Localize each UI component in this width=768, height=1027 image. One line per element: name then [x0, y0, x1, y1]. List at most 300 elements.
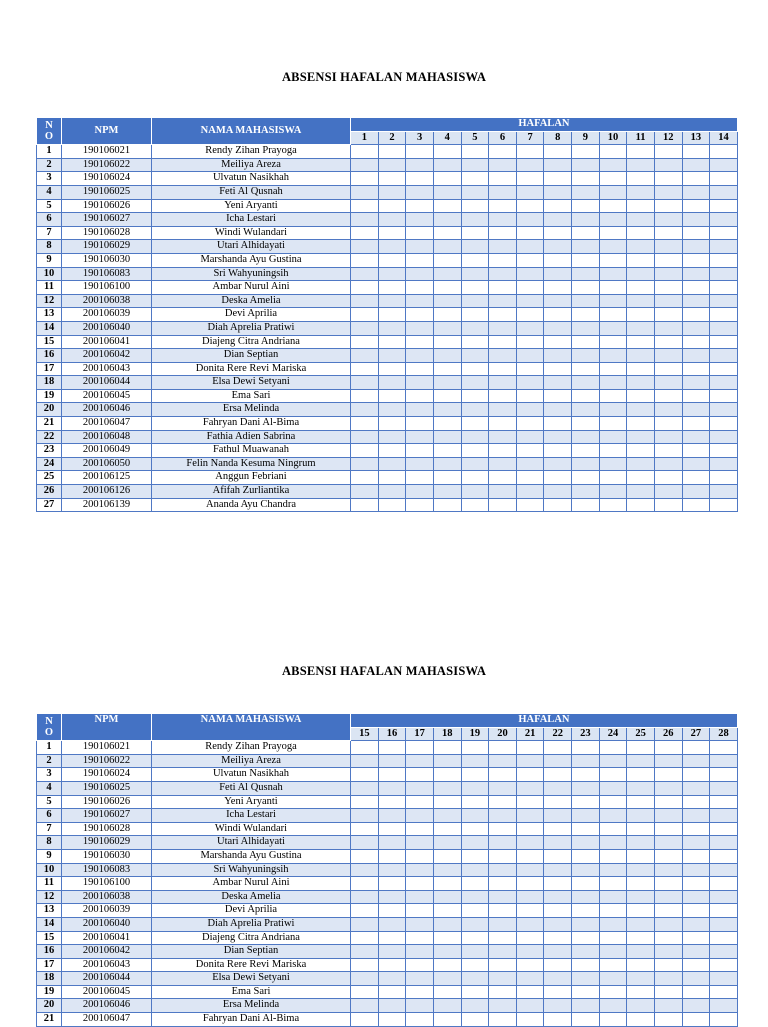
hafalan-check-cell[interactable]: [682, 931, 710, 945]
hafalan-check-cell[interactable]: [378, 199, 406, 213]
hafalan-check-cell[interactable]: [433, 822, 461, 836]
hafalan-check-cell[interactable]: [654, 376, 682, 390]
hafalan-check-cell[interactable]: [406, 985, 434, 999]
hafalan-check-cell[interactable]: [599, 485, 627, 499]
hafalan-check-cell[interactable]: [654, 321, 682, 335]
hafalan-check-cell[interactable]: [433, 985, 461, 999]
hafalan-check-cell[interactable]: [378, 267, 406, 281]
hafalan-check-cell[interactable]: [351, 185, 379, 199]
hafalan-check-cell[interactable]: [682, 822, 710, 836]
hafalan-check-cell[interactable]: [433, 430, 461, 444]
hafalan-check-cell[interactable]: [461, 213, 489, 227]
hafalan-check-cell[interactable]: [627, 444, 655, 458]
hafalan-check-cell[interactable]: [599, 809, 627, 823]
hafalan-check-cell[interactable]: [572, 172, 600, 186]
hafalan-check-cell[interactable]: [710, 904, 738, 918]
hafalan-check-cell[interactable]: [544, 172, 572, 186]
hafalan-check-cell[interactable]: [406, 931, 434, 945]
hafalan-check-cell[interactable]: [378, 904, 406, 918]
hafalan-check-cell[interactable]: [489, 958, 517, 972]
hafalan-check-cell[interactable]: [544, 836, 572, 850]
hafalan-check-cell[interactable]: [351, 172, 379, 186]
hafalan-check-cell[interactable]: [599, 931, 627, 945]
hafalan-check-cell[interactable]: [433, 444, 461, 458]
hafalan-check-cell[interactable]: [544, 267, 572, 281]
hafalan-check-cell[interactable]: [654, 335, 682, 349]
hafalan-check-cell[interactable]: [544, 253, 572, 267]
hafalan-check-cell[interactable]: [627, 335, 655, 349]
hafalan-check-cell[interactable]: [406, 389, 434, 403]
hafalan-check-cell[interactable]: [489, 444, 517, 458]
hafalan-check-cell[interactable]: [544, 417, 572, 431]
hafalan-check-cell[interactable]: [627, 836, 655, 850]
hafalan-check-cell[interactable]: [599, 822, 627, 836]
hafalan-check-cell[interactable]: [599, 972, 627, 986]
hafalan-check-cell[interactable]: [516, 754, 544, 768]
hafalan-check-cell[interactable]: [516, 253, 544, 267]
hafalan-check-cell[interactable]: [489, 999, 517, 1013]
hafalan-check-cell[interactable]: [351, 321, 379, 335]
hafalan-check-cell[interactable]: [351, 226, 379, 240]
hafalan-check-cell[interactable]: [461, 822, 489, 836]
hafalan-check-cell[interactable]: [351, 457, 379, 471]
hafalan-check-cell[interactable]: [406, 172, 434, 186]
hafalan-check-cell[interactable]: [572, 904, 600, 918]
hafalan-check-cell[interactable]: [351, 809, 379, 823]
hafalan-check-cell[interactable]: [599, 985, 627, 999]
hafalan-check-cell[interactable]: [627, 809, 655, 823]
hafalan-check-cell[interactable]: [599, 430, 627, 444]
hafalan-check-cell[interactable]: [489, 321, 517, 335]
hafalan-check-cell[interactable]: [544, 213, 572, 227]
hafalan-check-cell[interactable]: [378, 754, 406, 768]
hafalan-check-cell[interactable]: [489, 498, 517, 512]
hafalan-check-cell[interactable]: [378, 471, 406, 485]
hafalan-check-cell[interactable]: [599, 199, 627, 213]
hafalan-check-cell[interactable]: [461, 403, 489, 417]
hafalan-check-cell[interactable]: [710, 999, 738, 1013]
hafalan-check-cell[interactable]: [378, 362, 406, 376]
hafalan-check-cell[interactable]: [433, 972, 461, 986]
hafalan-check-cell[interactable]: [654, 754, 682, 768]
hafalan-check-cell[interactable]: [710, 917, 738, 931]
hafalan-check-cell[interactable]: [351, 403, 379, 417]
hafalan-check-cell[interactable]: [461, 849, 489, 863]
hafalan-check-cell[interactable]: [682, 172, 710, 186]
hafalan-check-cell[interactable]: [351, 795, 379, 809]
hafalan-check-cell[interactable]: [378, 999, 406, 1013]
hafalan-check-cell[interactable]: [599, 417, 627, 431]
hafalan-check-cell[interactable]: [710, 172, 738, 186]
hafalan-check-cell[interactable]: [654, 795, 682, 809]
hafalan-check-cell[interactable]: [599, 999, 627, 1013]
hafalan-check-cell[interactable]: [406, 999, 434, 1013]
hafalan-check-cell[interactable]: [378, 795, 406, 809]
hafalan-check-cell[interactable]: [599, 145, 627, 159]
hafalan-check-cell[interactable]: [572, 389, 600, 403]
hafalan-check-cell[interactable]: [406, 417, 434, 431]
hafalan-check-cell[interactable]: [351, 972, 379, 986]
hafalan-check-cell[interactable]: [433, 417, 461, 431]
hafalan-check-cell[interactable]: [406, 863, 434, 877]
hafalan-check-cell[interactable]: [433, 213, 461, 227]
hafalan-check-cell[interactable]: [378, 226, 406, 240]
hafalan-check-cell[interactable]: [710, 485, 738, 499]
hafalan-check-cell[interactable]: [516, 376, 544, 390]
hafalan-check-cell[interactable]: [406, 226, 434, 240]
hafalan-check-cell[interactable]: [654, 904, 682, 918]
hafalan-check-cell[interactable]: [544, 471, 572, 485]
hafalan-check-cell[interactable]: [544, 240, 572, 254]
hafalan-check-cell[interactable]: [544, 362, 572, 376]
hafalan-check-cell[interactable]: [461, 836, 489, 850]
hafalan-check-cell[interactable]: [406, 485, 434, 499]
hafalan-check-cell[interactable]: [627, 849, 655, 863]
hafalan-check-cell[interactable]: [654, 485, 682, 499]
hafalan-check-cell[interactable]: [406, 849, 434, 863]
hafalan-check-cell[interactable]: [627, 362, 655, 376]
hafalan-check-cell[interactable]: [461, 389, 489, 403]
hafalan-check-cell[interactable]: [433, 349, 461, 363]
hafalan-check-cell[interactable]: [351, 213, 379, 227]
hafalan-check-cell[interactable]: [710, 931, 738, 945]
hafalan-check-cell[interactable]: [544, 335, 572, 349]
hafalan-check-cell[interactable]: [406, 471, 434, 485]
hafalan-check-cell[interactable]: [544, 809, 572, 823]
hafalan-check-cell[interactable]: [710, 836, 738, 850]
hafalan-check-cell[interactable]: [654, 240, 682, 254]
hafalan-check-cell[interactable]: [654, 958, 682, 972]
hafalan-check-cell[interactable]: [516, 904, 544, 918]
hafalan-check-cell[interactable]: [516, 281, 544, 295]
hafalan-check-cell[interactable]: [433, 1013, 461, 1027]
hafalan-check-cell[interactable]: [682, 917, 710, 931]
hafalan-check-cell[interactable]: [654, 741, 682, 755]
hafalan-check-cell[interactable]: [378, 985, 406, 999]
hafalan-check-cell[interactable]: [572, 999, 600, 1013]
hafalan-check-cell[interactable]: [461, 240, 489, 254]
hafalan-check-cell[interactable]: [627, 172, 655, 186]
hafalan-check-cell[interactable]: [406, 267, 434, 281]
hafalan-check-cell[interactable]: [682, 253, 710, 267]
hafalan-check-cell[interactable]: [406, 890, 434, 904]
hafalan-check-cell[interactable]: [489, 836, 517, 850]
hafalan-check-cell[interactable]: [516, 958, 544, 972]
hafalan-check-cell[interactable]: [627, 917, 655, 931]
hafalan-check-cell[interactable]: [682, 972, 710, 986]
hafalan-check-cell[interactable]: [544, 849, 572, 863]
hafalan-check-cell[interactable]: [489, 849, 517, 863]
hafalan-check-cell[interactable]: [406, 457, 434, 471]
hafalan-check-cell[interactable]: [572, 1013, 600, 1027]
hafalan-check-cell[interactable]: [406, 498, 434, 512]
hafalan-check-cell[interactable]: [351, 917, 379, 931]
hafalan-check-cell[interactable]: [433, 362, 461, 376]
hafalan-check-cell[interactable]: [489, 267, 517, 281]
hafalan-check-cell[interactable]: [572, 349, 600, 363]
hafalan-check-cell[interactable]: [599, 226, 627, 240]
hafalan-check-cell[interactable]: [654, 362, 682, 376]
hafalan-check-cell[interactable]: [433, 795, 461, 809]
hafalan-check-cell[interactable]: [710, 294, 738, 308]
hafalan-check-cell[interactable]: [627, 781, 655, 795]
hafalan-check-cell[interactable]: [461, 999, 489, 1013]
hafalan-check-cell[interactable]: [461, 308, 489, 322]
hafalan-check-cell[interactable]: [516, 335, 544, 349]
hafalan-check-cell[interactable]: [710, 430, 738, 444]
hafalan-check-cell[interactable]: [627, 457, 655, 471]
hafalan-check-cell[interactable]: [406, 1013, 434, 1027]
hafalan-check-cell[interactable]: [544, 430, 572, 444]
hafalan-check-cell[interactable]: [489, 213, 517, 227]
hafalan-check-cell[interactable]: [378, 294, 406, 308]
hafalan-check-cell[interactable]: [461, 485, 489, 499]
hafalan-check-cell[interactable]: [654, 308, 682, 322]
hafalan-check-cell[interactable]: [433, 389, 461, 403]
hafalan-check-cell[interactable]: [489, 308, 517, 322]
hafalan-check-cell[interactable]: [627, 226, 655, 240]
hafalan-check-cell[interactable]: [654, 471, 682, 485]
hafalan-check-cell[interactable]: [572, 863, 600, 877]
hafalan-check-cell[interactable]: [516, 267, 544, 281]
hafalan-check-cell[interactable]: [710, 958, 738, 972]
hafalan-check-cell[interactable]: [378, 498, 406, 512]
hafalan-check-cell[interactable]: [378, 877, 406, 891]
hafalan-check-cell[interactable]: [489, 931, 517, 945]
hafalan-check-cell[interactable]: [351, 444, 379, 458]
hafalan-check-cell[interactable]: [682, 958, 710, 972]
hafalan-check-cell[interactable]: [599, 213, 627, 227]
hafalan-check-cell[interactable]: [710, 849, 738, 863]
hafalan-check-cell[interactable]: [572, 498, 600, 512]
hafalan-check-cell[interactable]: [378, 389, 406, 403]
hafalan-check-cell[interactable]: [710, 741, 738, 755]
hafalan-check-cell[interactable]: [654, 1013, 682, 1027]
hafalan-check-cell[interactable]: [351, 945, 379, 959]
hafalan-check-cell[interactable]: [406, 349, 434, 363]
hafalan-check-cell[interactable]: [351, 958, 379, 972]
hafalan-check-cell[interactable]: [682, 145, 710, 159]
hafalan-check-cell[interactable]: [378, 822, 406, 836]
hafalan-check-cell[interactable]: [516, 240, 544, 254]
hafalan-check-cell[interactable]: [654, 185, 682, 199]
hafalan-check-cell[interactable]: [599, 917, 627, 931]
hafalan-check-cell[interactable]: [516, 362, 544, 376]
hafalan-check-cell[interactable]: [433, 253, 461, 267]
hafalan-check-cell[interactable]: [461, 349, 489, 363]
hafalan-check-cell[interactable]: [461, 958, 489, 972]
hafalan-check-cell[interactable]: [489, 158, 517, 172]
hafalan-check-cell[interactable]: [599, 1013, 627, 1027]
hafalan-check-cell[interactable]: [572, 890, 600, 904]
hafalan-check-cell[interactable]: [627, 972, 655, 986]
hafalan-check-cell[interactable]: [627, 904, 655, 918]
hafalan-check-cell[interactable]: [654, 849, 682, 863]
hafalan-check-cell[interactable]: [654, 999, 682, 1013]
hafalan-check-cell[interactable]: [461, 253, 489, 267]
hafalan-check-cell[interactable]: [654, 945, 682, 959]
hafalan-check-cell[interactable]: [461, 741, 489, 755]
hafalan-check-cell[interactable]: [461, 281, 489, 295]
hafalan-check-cell[interactable]: [378, 958, 406, 972]
hafalan-check-cell[interactable]: [406, 444, 434, 458]
hafalan-check-cell[interactable]: [627, 213, 655, 227]
hafalan-check-cell[interactable]: [516, 1013, 544, 1027]
hafalan-check-cell[interactable]: [682, 768, 710, 782]
hafalan-check-cell[interactable]: [682, 498, 710, 512]
hafalan-check-cell[interactable]: [710, 417, 738, 431]
hafalan-check-cell[interactable]: [599, 836, 627, 850]
hafalan-check-cell[interactable]: [461, 185, 489, 199]
hafalan-check-cell[interactable]: [627, 158, 655, 172]
hafalan-check-cell[interactable]: [516, 349, 544, 363]
hafalan-check-cell[interactable]: [682, 389, 710, 403]
hafalan-check-cell[interactable]: [627, 253, 655, 267]
hafalan-check-cell[interactable]: [544, 226, 572, 240]
hafalan-check-cell[interactable]: [433, 308, 461, 322]
hafalan-check-cell[interactable]: [433, 471, 461, 485]
hafalan-check-cell[interactable]: [682, 267, 710, 281]
hafalan-check-cell[interactable]: [406, 145, 434, 159]
hafalan-check-cell[interactable]: [378, 213, 406, 227]
hafalan-check-cell[interactable]: [682, 849, 710, 863]
hafalan-check-cell[interactable]: [710, 985, 738, 999]
hafalan-check-cell[interactable]: [682, 240, 710, 254]
hafalan-check-cell[interactable]: [406, 768, 434, 782]
hafalan-check-cell[interactable]: [682, 877, 710, 891]
hafalan-check-cell[interactable]: [433, 376, 461, 390]
hafalan-check-cell[interactable]: [682, 430, 710, 444]
hafalan-check-cell[interactable]: [489, 985, 517, 999]
hafalan-check-cell[interactable]: [544, 308, 572, 322]
hafalan-check-cell[interactable]: [599, 362, 627, 376]
hafalan-check-cell[interactable]: [378, 253, 406, 267]
hafalan-check-cell[interactable]: [544, 498, 572, 512]
hafalan-check-cell[interactable]: [489, 795, 517, 809]
hafalan-check-cell[interactable]: [627, 890, 655, 904]
hafalan-check-cell[interactable]: [627, 863, 655, 877]
hafalan-check-cell[interactable]: [406, 809, 434, 823]
hafalan-check-cell[interactable]: [710, 754, 738, 768]
hafalan-check-cell[interactable]: [572, 430, 600, 444]
hafalan-check-cell[interactable]: [489, 226, 517, 240]
hafalan-check-cell[interactable]: [572, 226, 600, 240]
hafalan-check-cell[interactable]: [516, 863, 544, 877]
hafalan-check-cell[interactable]: [710, 768, 738, 782]
hafalan-check-cell[interactable]: [627, 822, 655, 836]
hafalan-check-cell[interactable]: [516, 444, 544, 458]
hafalan-check-cell[interactable]: [406, 877, 434, 891]
hafalan-check-cell[interactable]: [627, 931, 655, 945]
hafalan-check-cell[interactable]: [654, 349, 682, 363]
hafalan-check-cell[interactable]: [599, 863, 627, 877]
hafalan-check-cell[interactable]: [572, 741, 600, 755]
hafalan-check-cell[interactable]: [710, 498, 738, 512]
hafalan-check-cell[interactable]: [599, 349, 627, 363]
hafalan-check-cell[interactable]: [710, 809, 738, 823]
hafalan-check-cell[interactable]: [710, 240, 738, 254]
hafalan-check-cell[interactable]: [544, 444, 572, 458]
hafalan-check-cell[interactable]: [433, 836, 461, 850]
hafalan-check-cell[interactable]: [654, 158, 682, 172]
hafalan-check-cell[interactable]: [489, 972, 517, 986]
hafalan-check-cell[interactable]: [710, 890, 738, 904]
hafalan-check-cell[interactable]: [710, 376, 738, 390]
hafalan-check-cell[interactable]: [599, 890, 627, 904]
hafalan-check-cell[interactable]: [516, 457, 544, 471]
hafalan-check-cell[interactable]: [572, 877, 600, 891]
hafalan-check-cell[interactable]: [627, 768, 655, 782]
hafalan-check-cell[interactable]: [599, 849, 627, 863]
hafalan-check-cell[interactable]: [572, 809, 600, 823]
hafalan-check-cell[interactable]: [351, 158, 379, 172]
hafalan-check-cell[interactable]: [378, 890, 406, 904]
hafalan-check-cell[interactable]: [433, 754, 461, 768]
hafalan-check-cell[interactable]: [516, 471, 544, 485]
hafalan-check-cell[interactable]: [489, 362, 517, 376]
hafalan-check-cell[interactable]: [710, 335, 738, 349]
hafalan-check-cell[interactable]: [654, 877, 682, 891]
hafalan-check-cell[interactable]: [351, 389, 379, 403]
hafalan-check-cell[interactable]: [433, 877, 461, 891]
hafalan-check-cell[interactable]: [572, 945, 600, 959]
hafalan-check-cell[interactable]: [516, 185, 544, 199]
hafalan-check-cell[interactable]: [489, 1013, 517, 1027]
hafalan-check-cell[interactable]: [544, 199, 572, 213]
hafalan-check-cell[interactable]: [461, 457, 489, 471]
hafalan-check-cell[interactable]: [489, 741, 517, 755]
hafalan-check-cell[interactable]: [433, 863, 461, 877]
hafalan-check-cell[interactable]: [682, 999, 710, 1013]
hafalan-check-cell[interactable]: [599, 253, 627, 267]
hafalan-check-cell[interactable]: [627, 741, 655, 755]
hafalan-check-cell[interactable]: [654, 498, 682, 512]
hafalan-check-cell[interactable]: [627, 199, 655, 213]
hafalan-check-cell[interactable]: [599, 741, 627, 755]
hafalan-check-cell[interactable]: [489, 294, 517, 308]
hafalan-check-cell[interactable]: [682, 471, 710, 485]
hafalan-check-cell[interactable]: [461, 267, 489, 281]
hafalan-check-cell[interactable]: [461, 172, 489, 186]
hafalan-check-cell[interactable]: [406, 376, 434, 390]
hafalan-check-cell[interactable]: [682, 376, 710, 390]
hafalan-check-cell[interactable]: [544, 376, 572, 390]
hafalan-check-cell[interactable]: [516, 485, 544, 499]
hafalan-check-cell[interactable]: [599, 945, 627, 959]
hafalan-check-cell[interactable]: [682, 945, 710, 959]
hafalan-check-cell[interactable]: [627, 281, 655, 295]
hafalan-check-cell[interactable]: [627, 376, 655, 390]
hafalan-check-cell[interactable]: [406, 158, 434, 172]
hafalan-check-cell[interactable]: [572, 145, 600, 159]
hafalan-check-cell[interactable]: [682, 199, 710, 213]
hafalan-check-cell[interactable]: [710, 321, 738, 335]
hafalan-check-cell[interactable]: [544, 822, 572, 836]
hafalan-check-cell[interactable]: [544, 1013, 572, 1027]
hafalan-check-cell[interactable]: [544, 185, 572, 199]
hafalan-check-cell[interactable]: [461, 444, 489, 458]
hafalan-check-cell[interactable]: [461, 1013, 489, 1027]
hafalan-check-cell[interactable]: [627, 999, 655, 1013]
hafalan-check-cell[interactable]: [351, 931, 379, 945]
hafalan-check-cell[interactable]: [461, 931, 489, 945]
hafalan-check-cell[interactable]: [406, 199, 434, 213]
hafalan-check-cell[interactable]: [351, 308, 379, 322]
hafalan-check-cell[interactable]: [461, 904, 489, 918]
hafalan-check-cell[interactable]: [599, 958, 627, 972]
hafalan-check-cell[interactable]: [351, 863, 379, 877]
hafalan-check-cell[interactable]: [489, 281, 517, 295]
